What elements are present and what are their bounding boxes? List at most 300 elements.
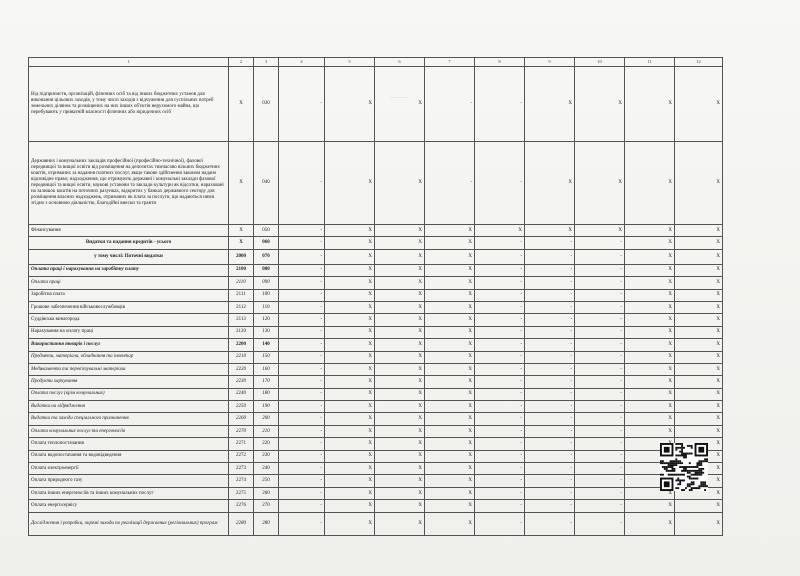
table-cell: 2276 xyxy=(229,500,254,512)
table-cell: X xyxy=(625,277,675,289)
table-cell: X xyxy=(625,500,675,512)
table-cell: - xyxy=(525,351,575,363)
table-cell: X xyxy=(425,487,475,499)
table-cell: 2275 xyxy=(229,487,254,499)
table-cell: - xyxy=(575,500,625,512)
table-cell: X xyxy=(425,326,475,338)
table-cell: - xyxy=(575,314,625,326)
table-cell: X xyxy=(375,475,425,487)
table-cell: X xyxy=(229,142,254,225)
table-cell: - xyxy=(279,475,325,487)
table-cell: X xyxy=(425,237,475,249)
table-cell: - xyxy=(575,351,625,363)
table-cell: 270 xyxy=(254,500,279,512)
table-cell: - xyxy=(575,277,625,289)
table-cell: X xyxy=(425,351,475,363)
table-cell: - xyxy=(525,475,575,487)
table-cell: X xyxy=(675,225,723,237)
table-cell: 2260 xyxy=(229,413,254,425)
table-cell: 130 xyxy=(254,326,279,338)
table-cell: 2120 xyxy=(229,326,254,338)
table-cell: - xyxy=(475,326,525,338)
table-row xyxy=(29,500,723,512)
table-cell: X xyxy=(425,438,475,450)
table-cell: - xyxy=(525,363,575,375)
column-number: 7 xyxy=(425,58,475,67)
table-cell: X xyxy=(675,326,723,338)
row-label: Від підприємств, організацій, фізичних осіб та від інших бюджетних установ для виконання цільових заходів, у тому числі заходів з відчуження для суспільних потреб земельних ділянок та розміщених на них інших об'єктів нерухомого майна, що перебувають у приватній власності фізичних або юридичних осіб xyxy=(29,67,229,142)
table-cell: - xyxy=(475,339,525,351)
table-cell: 230 xyxy=(254,450,279,462)
table-row xyxy=(29,237,723,249)
table-cell: - xyxy=(575,475,625,487)
table-cell: X xyxy=(375,225,425,237)
table-cell: - xyxy=(525,339,575,351)
table-cell: 2280 xyxy=(229,512,254,535)
table-cell: X xyxy=(325,450,375,462)
table-cell: - xyxy=(279,249,325,264)
table-cell: X xyxy=(325,463,375,475)
table-cell: X xyxy=(425,425,475,437)
table-cell: 2250 xyxy=(229,401,254,413)
table-cell: - xyxy=(575,487,625,499)
table-cell: - xyxy=(575,413,625,425)
table-cell: - xyxy=(279,351,325,363)
table-cell: 2272 xyxy=(229,450,254,462)
table-cell: X xyxy=(325,401,375,413)
table-cell: 060 xyxy=(254,237,279,249)
table-cell: X xyxy=(625,67,675,142)
table-cell: 280 xyxy=(254,512,279,535)
column-number: 6 xyxy=(375,58,425,67)
table-cell: X xyxy=(625,142,675,225)
table-cell: - xyxy=(279,388,325,400)
table-cell: - xyxy=(475,463,525,475)
table-cell: X xyxy=(229,225,254,237)
table-cell: X xyxy=(675,264,723,276)
table-cell: - xyxy=(279,401,325,413)
table-cell: 180 xyxy=(254,388,279,400)
table-cell: X xyxy=(375,326,425,338)
row-label: Продукти харчування xyxy=(29,376,229,388)
table-cell: - xyxy=(279,413,325,425)
table-cell: X xyxy=(675,487,723,499)
table-cell: X xyxy=(375,450,425,462)
table-cell: X xyxy=(375,413,425,425)
table-cell: X xyxy=(675,438,723,450)
table-cell: - xyxy=(575,388,625,400)
table-row xyxy=(29,142,723,225)
table-cell: X xyxy=(325,413,375,425)
table-cell: - xyxy=(475,376,525,388)
table-cell: X xyxy=(325,339,375,351)
row-label: Фінансування xyxy=(29,225,229,237)
table-cell: - xyxy=(475,314,525,326)
table-cell: X xyxy=(675,237,723,249)
table-cell: X xyxy=(425,314,475,326)
table-cell: X xyxy=(675,339,723,351)
table-cell: - xyxy=(475,363,525,375)
table-cell: - xyxy=(525,264,575,276)
table-cell: - xyxy=(525,289,575,301)
table-cell: - xyxy=(525,376,575,388)
table-cell: - xyxy=(279,487,325,499)
row-label: Медикаменти та перев'язувальні матеріали xyxy=(29,363,229,375)
table-cell: - xyxy=(575,264,625,276)
table-cell: X xyxy=(625,388,675,400)
table-cell: X xyxy=(325,277,375,289)
table-cell: - xyxy=(575,463,625,475)
table-cell: - xyxy=(475,438,525,450)
table-row xyxy=(29,249,723,264)
table-cell: X xyxy=(575,142,625,225)
table-cell: X xyxy=(525,142,575,225)
table-cell: X xyxy=(675,401,723,413)
table-cell: - xyxy=(475,487,525,499)
table-row xyxy=(29,401,723,413)
table-cell: X xyxy=(625,363,675,375)
table-cell: X xyxy=(325,289,375,301)
table-cell: 2271 xyxy=(229,438,254,450)
column-number-row xyxy=(29,58,723,67)
table-cell: X xyxy=(325,142,375,225)
table-cell: - xyxy=(279,512,325,535)
table-cell: 2270 xyxy=(229,425,254,437)
row-label: Видатки на відрядження xyxy=(29,401,229,413)
table-cell: - xyxy=(279,425,325,437)
table-cell: - xyxy=(475,289,525,301)
table-cell: X xyxy=(625,339,675,351)
row-label: Оплата електроенергії xyxy=(29,463,229,475)
table-cell: - xyxy=(475,388,525,400)
table-cell: 2210 xyxy=(229,351,254,363)
table-cell: X xyxy=(375,67,425,142)
table-cell: 2273 xyxy=(229,463,254,475)
table-cell: X xyxy=(425,249,475,264)
table-cell: - xyxy=(525,326,575,338)
table-cell: X xyxy=(425,463,475,475)
table-cell: X xyxy=(425,388,475,400)
table-cell: - xyxy=(425,142,475,225)
table-cell: X xyxy=(375,401,425,413)
table-cell: - xyxy=(575,363,625,375)
table-cell: - xyxy=(279,339,325,351)
table-cell: X xyxy=(325,249,375,264)
table-cell: X xyxy=(625,314,675,326)
row-label: Дослідження і розробки, окремі заходи по реалізації державних (регіональних) програм xyxy=(29,512,229,535)
column-number: 11 xyxy=(625,58,675,67)
table-cell: 2200 xyxy=(229,339,254,351)
table-cell: X xyxy=(675,351,723,363)
table-cell: X xyxy=(325,487,375,499)
table-cell: - xyxy=(279,237,325,249)
table-cell: 250 xyxy=(254,475,279,487)
table-cell: X xyxy=(675,388,723,400)
table-cell: X xyxy=(425,512,475,535)
budget-table xyxy=(28,57,723,536)
table-cell: X xyxy=(625,487,675,499)
table-cell: 2112 xyxy=(229,301,254,313)
table-cell: - xyxy=(279,438,325,450)
column-number: 8 xyxy=(475,58,525,67)
table-cell: X xyxy=(375,301,425,313)
table-cell: 2111 xyxy=(229,289,254,301)
table-cell: X xyxy=(375,363,425,375)
table-cell: X xyxy=(675,363,723,375)
table-cell: X xyxy=(325,264,375,276)
table-cell: 240 xyxy=(254,463,279,475)
table-cell: - xyxy=(575,289,625,301)
table-cell: - xyxy=(475,450,525,462)
table-cell: X xyxy=(375,142,425,225)
table-cell: X xyxy=(375,237,425,249)
table-cell: X xyxy=(325,388,375,400)
table-cell: X xyxy=(675,67,723,142)
table-cell: 2110 xyxy=(229,277,254,289)
table-cell: X xyxy=(425,339,475,351)
table-cell: 2220 xyxy=(229,363,254,375)
table-cell: X xyxy=(675,450,723,462)
row-label: Видатки та заходи спеціального призначення xyxy=(29,413,229,425)
table-cell: - xyxy=(525,401,575,413)
table-cell: X xyxy=(375,277,425,289)
table-cell: - xyxy=(575,425,625,437)
row-label: Оплата послуг (крім комунальних) xyxy=(29,388,229,400)
table-cell: - xyxy=(279,264,325,276)
table-cell: X xyxy=(625,351,675,363)
table-row xyxy=(29,376,723,388)
table-cell: - xyxy=(525,512,575,535)
table-cell: - xyxy=(525,388,575,400)
row-label: Оплата інших енергоносіїв та інших комунальних послуг xyxy=(29,487,229,499)
table-cell: X xyxy=(675,500,723,512)
table-cell: - xyxy=(475,413,525,425)
table-cell: X xyxy=(425,277,475,289)
table-cell: X xyxy=(375,425,425,437)
table-cell: - xyxy=(279,301,325,313)
table-cell: X xyxy=(375,376,425,388)
table-cell: - xyxy=(525,425,575,437)
table-cell: X xyxy=(425,376,475,388)
table-cell: X xyxy=(375,438,425,450)
column-number: 12 xyxy=(675,58,723,67)
table-cell: 040 xyxy=(254,142,279,225)
table-cell: X xyxy=(375,487,425,499)
table-cell: X xyxy=(675,249,723,264)
table-cell: X xyxy=(525,225,575,237)
table-row xyxy=(29,475,723,487)
table-cell: 2000 xyxy=(229,249,254,264)
table-cell: X xyxy=(229,67,254,142)
table-cell: 170 xyxy=(254,376,279,388)
table-cell: X xyxy=(375,314,425,326)
table-cell: X xyxy=(625,326,675,338)
table-cell: X xyxy=(325,225,375,237)
table-cell: X xyxy=(625,413,675,425)
table-cell: X xyxy=(575,225,625,237)
table-cell: X xyxy=(625,237,675,249)
table-cell: - xyxy=(525,463,575,475)
table-cell: 260 xyxy=(254,487,279,499)
table-cell: X xyxy=(375,500,425,512)
table-cell: 090 xyxy=(254,277,279,289)
table-cell: X xyxy=(675,413,723,425)
table-cell: X xyxy=(375,249,425,264)
table-cell: X xyxy=(425,450,475,462)
table-cell: - xyxy=(575,249,625,264)
row-label: у тому числі: Поточні видатки xyxy=(29,249,229,264)
table-cell: X xyxy=(675,314,723,326)
row-label: Використання товарів і послуг xyxy=(29,339,229,351)
table-row xyxy=(29,388,723,400)
row-label: Видатки та надання кредитів - усього xyxy=(29,237,229,249)
row-label: Оплата енергосервісу xyxy=(29,500,229,512)
table-row xyxy=(29,264,723,276)
table-row xyxy=(29,487,723,499)
table-cell: - xyxy=(475,142,525,225)
table-cell: - xyxy=(525,314,575,326)
row-label: Грошове забезпечення військовослужбовців xyxy=(29,301,229,313)
table-cell: - xyxy=(575,339,625,351)
table-cell: - xyxy=(475,500,525,512)
table-cell: 050 xyxy=(254,225,279,237)
table-cell: X xyxy=(375,512,425,535)
table-cell: 200 xyxy=(254,413,279,425)
table-cell: 2240 xyxy=(229,388,254,400)
table-cell: - xyxy=(525,301,575,313)
qr-code xyxy=(660,443,708,491)
table-cell: 080 xyxy=(254,264,279,276)
table-row xyxy=(29,413,723,425)
table-cell: X xyxy=(675,289,723,301)
table-cell: X xyxy=(625,425,675,437)
table-row xyxy=(29,425,723,437)
table-cell: - xyxy=(279,289,325,301)
table-cell: X xyxy=(425,500,475,512)
table-cell: - xyxy=(279,225,325,237)
table-cell: X xyxy=(325,376,375,388)
table-cell: X xyxy=(625,225,675,237)
table-cell: X xyxy=(625,401,675,413)
table-cell: X xyxy=(625,376,675,388)
table-cell: - xyxy=(525,237,575,249)
table-cell: X xyxy=(325,500,375,512)
table-cell: 2100 xyxy=(229,264,254,276)
table-cell: 150 xyxy=(254,351,279,363)
table-cell: - xyxy=(575,326,625,338)
table-cell: X xyxy=(675,512,723,535)
table-cell: 2230 xyxy=(229,376,254,388)
table-cell: X xyxy=(325,438,375,450)
column-number: 5 xyxy=(325,58,375,67)
table-cell: - xyxy=(525,487,575,499)
table-cell: 220 xyxy=(254,438,279,450)
table-cell: 110 xyxy=(254,301,279,313)
table-cell: - xyxy=(525,450,575,462)
table-cell: X xyxy=(425,225,475,237)
table-cell: 2113 xyxy=(229,314,254,326)
table-cell: X xyxy=(375,264,425,276)
table-row xyxy=(29,363,723,375)
table-cell: X xyxy=(675,301,723,313)
row-label: Заробітна плата xyxy=(29,289,229,301)
table-cell: - xyxy=(575,438,625,450)
table-cell: X xyxy=(325,351,375,363)
table-cell: - xyxy=(475,249,525,264)
table-cell: - xyxy=(575,237,625,249)
table-cell: X xyxy=(425,363,475,375)
table-cell: - xyxy=(575,376,625,388)
row-label: Нарахування на оплату праці xyxy=(29,326,229,338)
table-cell: 2274 xyxy=(229,475,254,487)
table-row xyxy=(29,326,723,338)
table-cell: 140 xyxy=(254,339,279,351)
table-cell: - xyxy=(575,512,625,535)
table-cell: 190 xyxy=(254,401,279,413)
row-label: Оплата водопостачання та водовідведення xyxy=(29,450,229,462)
table-cell: - xyxy=(525,249,575,264)
table-row xyxy=(29,339,723,351)
table-cell: X xyxy=(325,475,375,487)
table-cell: X xyxy=(325,314,375,326)
table-cell: 070 xyxy=(254,249,279,264)
row-label: Державних і комунальних закладів професійної (професійно-технічної), фахової передвищої та вищої освіти від розміщення на депозитах тимчасово вільних бюджетних коштів, отриманих за надання платних послуг, якщо такове здійснення законом надано відповідне право; надходження, що отримують державні і комунальні заклади фахової передвищої та вищої освіти, наукові установи та заклади культури як відсотки, нараховані на залишок коштів на поточних рахунках, відкритих у банках державного сектору для розміщення власних надходжень, отриманих як плата за послуги, що надаються ними згідно з основною діяльністю, благодійні внески та гранти xyxy=(29,142,229,225)
table-cell: X xyxy=(575,67,625,142)
table-cell: X xyxy=(375,289,425,301)
table-cell: X xyxy=(475,225,525,237)
table-cell: X xyxy=(675,463,723,475)
table-cell: - xyxy=(475,301,525,313)
table-cell: X xyxy=(425,475,475,487)
table-row xyxy=(29,463,723,475)
table-cell: X xyxy=(375,351,425,363)
table-cell: - xyxy=(475,475,525,487)
table-cell: - xyxy=(279,376,325,388)
table-cell: X xyxy=(675,142,723,225)
table-cell: - xyxy=(475,264,525,276)
row-label: Предмети, матеріали, обладнання та інвентар xyxy=(29,351,229,363)
table-cell: - xyxy=(475,351,525,363)
table-cell: - xyxy=(475,401,525,413)
table-cell: X xyxy=(425,289,475,301)
table-cell: X xyxy=(425,413,475,425)
table-cell: - xyxy=(279,450,325,462)
table-cell: - xyxy=(475,237,525,249)
table-row xyxy=(29,351,723,363)
row-label: Оплата праці і нарахування на заробітну плату xyxy=(29,264,229,276)
table-row xyxy=(29,301,723,313)
table-cell: 030 xyxy=(254,67,279,142)
table-cell: X xyxy=(325,326,375,338)
table-cell: X xyxy=(325,301,375,313)
table-row xyxy=(29,314,723,326)
table-cell: X xyxy=(325,237,375,249)
table-cell: X xyxy=(625,289,675,301)
table-cell: - xyxy=(279,277,325,289)
table-cell: X xyxy=(325,67,375,142)
table-cell: - xyxy=(575,401,625,413)
table-cell: X xyxy=(375,339,425,351)
table-row xyxy=(29,67,723,142)
table-cell: - xyxy=(525,438,575,450)
table-cell: - xyxy=(279,363,325,375)
table-cell: X xyxy=(625,512,675,535)
table-cell: - xyxy=(279,500,325,512)
table-cell: - xyxy=(475,425,525,437)
table-cell: X xyxy=(675,277,723,289)
row-label: Суддівська винагорода xyxy=(29,314,229,326)
table-cell: - xyxy=(575,301,625,313)
